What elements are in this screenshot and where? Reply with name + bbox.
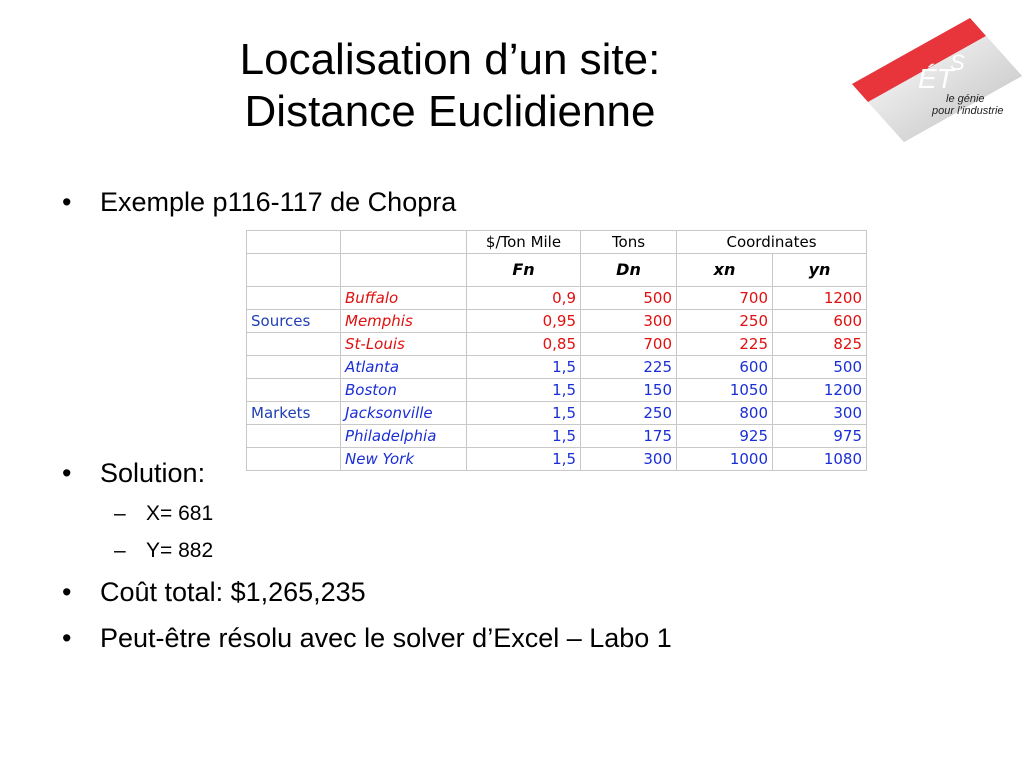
table-cell-yn: 975 [773,425,867,448]
logo-mark-sup: S [950,50,965,75]
table-cell-dn: 225 [581,356,677,379]
bullet-solution-text: Solution: [100,458,206,488]
ets-logo [852,18,1022,150]
table-group-cell [247,379,341,402]
table-cell-dn: 700 [581,333,677,356]
table-group-cell [247,425,341,448]
table-cell-xn: 600 [677,356,773,379]
table-row [247,425,867,448]
table-row [247,402,867,425]
table-cell-xn: 925 [677,425,773,448]
table-group-cell [247,448,341,471]
bullet-example [62,186,457,218]
table-cell-fn: 0,85 [467,333,581,356]
table-cell-yn: 500 [773,356,867,379]
table-cell-yn: 825 [773,333,867,356]
table-cell-xn: 800 [677,402,773,425]
table-cell-fn: 1,5 [467,425,581,448]
table-header-cell: Coordinates [677,231,867,254]
bullet-dot: • [62,458,72,488]
table-cell-name: Boston [341,379,467,402]
bullet-dot: • [62,187,72,217]
bullet-solver-text: Peut-être résolu avec le solver d’Excel – Labo 1 [100,623,672,653]
table-header-cell: xn [677,254,773,287]
table-cell-xn: 1050 [677,379,773,402]
table-row [247,287,867,310]
bullet-solution [62,457,206,489]
table-cell-xn: 225 [677,333,773,356]
table-cell-fn: 1,5 [467,448,581,471]
table-row [247,310,867,333]
bullet-solver [62,622,672,654]
table-cell-fn: 0,95 [467,310,581,333]
table-header-cell: Fn [467,254,581,287]
bullet-example-text: Exemple p116-117 de Chopra [100,187,457,217]
table-header-cell [247,254,341,287]
bullet-dot: • [62,623,72,653]
slide-title-line2: Distance Euclidienne [244,87,656,136]
sub-bullet-dash: – [114,502,126,525]
table-header-cell: yn [773,254,867,287]
table-cell-yn: 600 [773,310,867,333]
table-cell-xn: 250 [677,310,773,333]
table-cell-dn: 300 [581,448,677,471]
table-cell-name: Memphis [341,310,467,333]
table-header-cell: $/Ton Mile [467,231,581,254]
sub-bullet-x-text: X= 681 [146,502,214,525]
slide-title [90,34,810,138]
table-header-cell: Tons [581,231,677,254]
table-row [247,379,867,402]
table-cell-fn: 1,5 [467,356,581,379]
table-cell-dn: 175 [581,425,677,448]
table-cell-dn: 300 [581,310,677,333]
sub-bullet-y-text: Y= 882 [146,539,214,562]
table-group-cell [247,333,341,356]
logo-mark: ÉT [918,63,954,94]
sub-bullet-dash: – [114,539,126,562]
bullet-cost [62,576,366,608]
table-cell-dn: 150 [581,379,677,402]
table-header-cell: Dn [581,254,677,287]
table-cell-name: Jacksonville [341,402,467,425]
table-cell-dn: 250 [581,402,677,425]
table-cell-yn: 300 [773,402,867,425]
table-group-cell [247,287,341,310]
data-table [246,230,867,471]
table-cell-yn: 1080 [773,448,867,471]
table-cell-name: Buffalo [341,287,467,310]
table-cell-yn: 1200 [773,287,867,310]
table-cell-fn: 0,9 [467,287,581,310]
table-cell-fn: 1,5 [467,379,581,402]
bullet-cost-text: Coût total: $1,265,235 [100,577,366,607]
table-header-cell [341,231,467,254]
sub-bullet-x [114,501,214,527]
table-cell-name: Philadelphia [341,425,467,448]
table-header-cell [247,231,341,254]
table-header-cell [341,254,467,287]
table-cell-dn: 500 [581,287,677,310]
sub-bullet-y [114,538,214,564]
table-cell-name: New York [341,448,467,471]
table-cell-fn: 1,5 [467,402,581,425]
logo-tagline-2: pour l’industrie [932,105,1004,117]
table-cell-yn: 1200 [773,379,867,402]
table-subheader-row [247,254,867,287]
logo-tagline-1: le génie [946,93,985,105]
table-group-cell: Sources [247,310,341,333]
table-cell-name: St-Louis [341,333,467,356]
bullet-dot: • [62,577,72,607]
table-row [247,356,867,379]
table-cell-name: Atlanta [341,356,467,379]
table-row [247,448,867,471]
table-header-row [247,231,867,254]
table-group-cell: Markets [247,402,341,425]
table-cell-xn: 700 [677,287,773,310]
table-group-cell [247,356,341,379]
table-cell-xn: 1000 [677,448,773,471]
table-row [247,333,867,356]
slide-title-line1: Localisation d’un site: [239,35,661,84]
